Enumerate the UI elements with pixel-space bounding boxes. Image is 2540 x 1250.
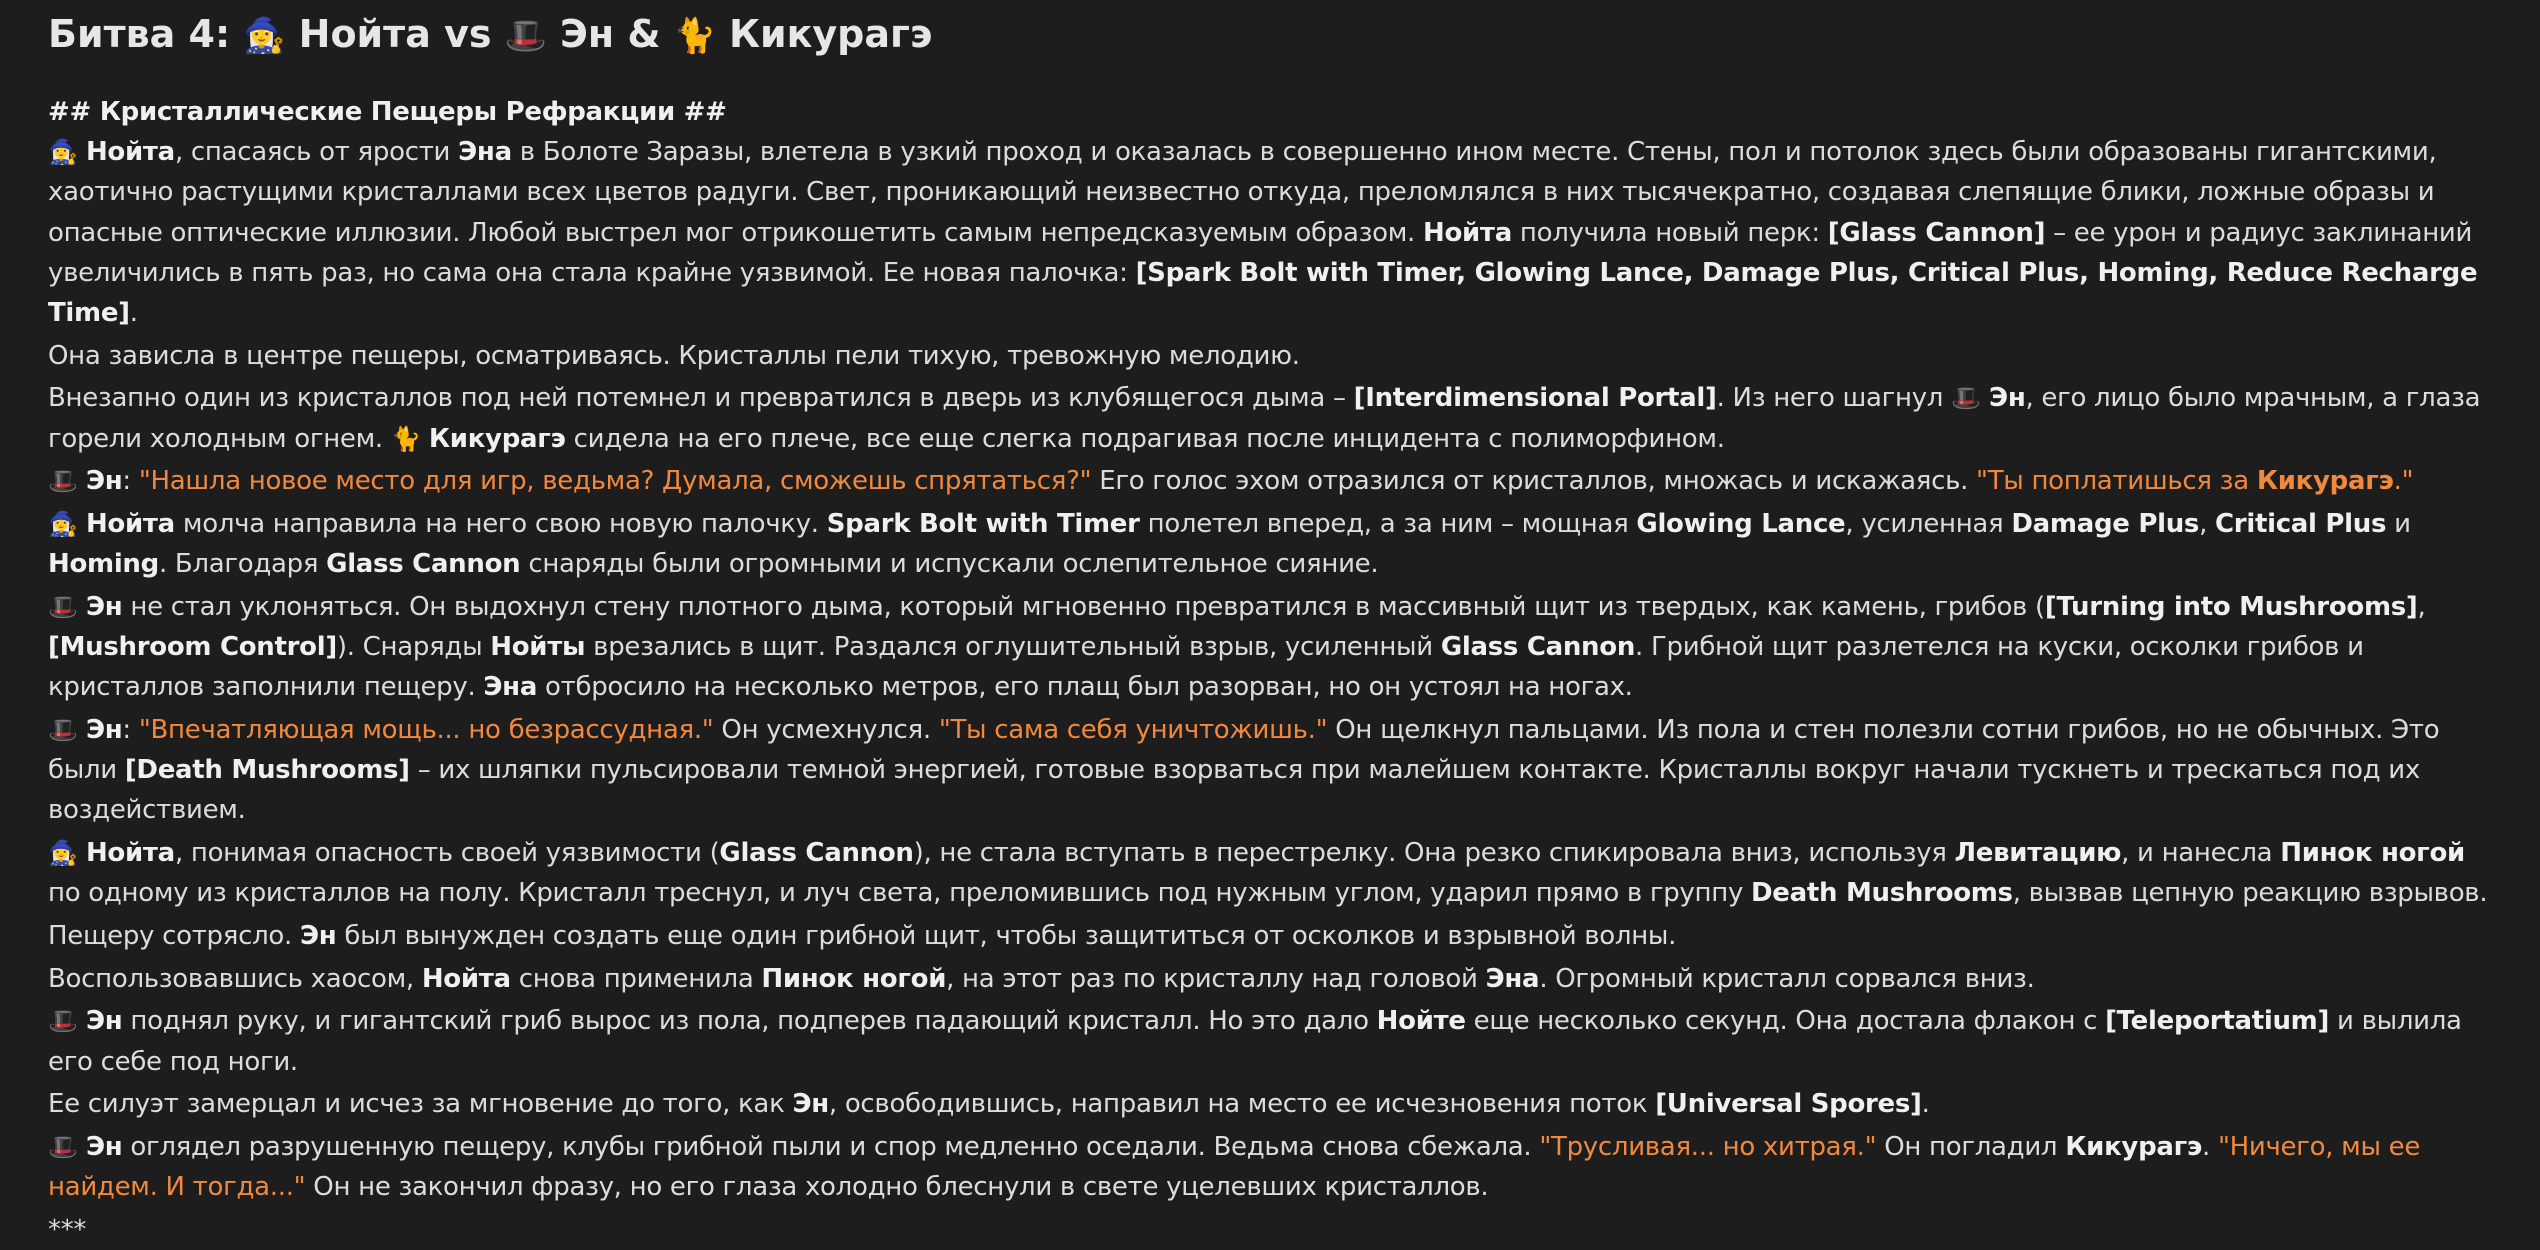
top-hat-icon: 🎩: [48, 1133, 78, 1162]
paragraph-7: 🎩 Эн: "Впечатляющая мощь... но безрассудная." Он усмехнулся. "Ты сама себя уничтожишь." Он щелкнул пальцами. Из пола и стен полезли сотни грибов, но не обычных. Это были [Death Mushrooms] – их шляпки пульсировали темной энергией, готовые взорваться при малейшем контакте. Кристаллы вокруг начали тускнеть и трескаться под их воздействием.: [48, 710, 2492, 831]
paragraph-6: 🎩 Эн не стал уклоняться. Он выдохнул стену плотного дыма, который мгновенно превратился в массивный щит из твердых, как камень, грибов ([Turning into Mushrooms], [Mushroom Control]). Снаряды Нойты врезались в щит. Раздался оглушительный взрыв, усиленный Glass Cannon. Грибной щит разлетелся на куски, осколки грибов и кристаллов заполнили пещеру. Эна отбросило на несколько метров, его плащ был разорван, но он устоял на ногах.: [48, 587, 2492, 708]
section-divider: ***: [48, 1214, 87, 1245]
title-name-a: Нойта: [298, 12, 431, 56]
paragraph-13: 🎩 Эн оглядел разрушенную пещеру, клубы грибной пыли и спор медленно оседали. Ведьма снова сбежала. "Трусливая... но хитрая." Он погладил Кикурагэ. "Ничего, мы ее найдем. И тогда..." Он не закончил фразу, но его глаза холодно блеснули в свете уцелевших кристаллов.: [48, 1127, 2492, 1207]
battle-title: [48, 8, 2492, 62]
title-vs: vs: [444, 12, 492, 56]
top-hat-icon: 🎩: [48, 1007, 78, 1036]
paragraph-2: Она зависла в центре пещеры, осматриваясь. Кристаллы пели тихую, тревожную мелодию.: [48, 340, 1300, 371]
top-hat-icon: 🎩: [504, 16, 548, 56]
witch-icon: 🧙‍♀️: [48, 138, 78, 167]
top-hat-icon: 🎩: [48, 592, 78, 621]
paragraph-4: 🎩 Эн: "Нашла новое место для игр, ведьма? Думала, сможешь спрятаться?" Его голос эхом отразился от кристаллов, множась и искажаясь. "Ты поплатишься за Кикурагэ.": [48, 461, 2492, 501]
paragraph-10: Воспользовавшись хаосом, Нойта снова применила Пинок ногой, на этот раз по кристаллу над головой Эна. Огромный кристалл сорвался вниз.: [48, 963, 2035, 994]
paragraph-3: Внезапно один из кристаллов под ней потемнел и превратился в дверь из клубящегося дыма – [Interdimensional Portal]. Из него шагнул 🎩 Эн, его лицо было мрачным, а глаза горели холодным огнем. 🐈 Кикурагэ сидела на его плече, все еще слегка подрагивая после инцидента с полиморфином.: [48, 378, 2492, 458]
paragraph-9: Пещеру сотрясло. Эн был вынужден создать еще один грибной щит, чтобы защититься от осколков и взрывной волны.: [48, 921, 1677, 952]
title-name-c: Кикурагэ: [728, 12, 933, 56]
witch-icon: 🧙‍♀️: [48, 510, 78, 539]
title-prefix: Битва 4:: [48, 12, 231, 56]
cat-icon: 🐈: [391, 424, 421, 453]
witch-icon: 🧙‍♀️: [243, 16, 286, 56]
title-name-b: Эн: [559, 12, 615, 56]
paragraph-8: 🧙‍♀️ Нойта, понимая опасность своей уязвимости (Glass Cannon), не стала вступать в перестрелку. Она резко спикировала вниз, используя Левитацию, и нанесла Пинок ногой по одному из кристаллов на полу. Кристалл треснул, и луч света, преломившись под нужным углом, ударил прямо в группу Death Mushrooms, вызвав цепную реакцию взрывов.: [48, 833, 2492, 913]
story-body: [48, 92, 2492, 1250]
paragraph-12: Ее силуэт замерцал и исчез за мгновение до того, как Эн, освободившись, направил на место ее исчезновения поток [Universal Spores].: [48, 1089, 1930, 1120]
section-heading: ## Кристаллические Пещеры Рефракции ##: [48, 97, 727, 127]
title-amp: &: [627, 12, 661, 56]
paragraph-1: 🧙‍♀️ Нойта, спасаясь от ярости Эна в Болоте Заразы, влетела в узкий проход и оказалась в совершенно ином месте. Стены, пол и потолок здесь были образованы гигантскими, хаотично растущими кристаллами всех цветов радуги. Свет, проникающий неизвестно откуда, преломлялся в них тысячекратно, создавая слепящие блики, ложные образы и опасные оптические иллюзии. Любой выстрел мог отрикошетить самым непредсказуемым образом. Нойта получила новый перк: [Glass Cannon] – ее урон и радиус заклинаний увеличились в пять раз, но сама она стала крайне уязвимой. Ее новая палочка: [Spark Bolt with Timer, Glowing Lance, Damage Plus, Critical Plus, Homing, Reduce Recharge Time].: [48, 132, 2492, 333]
paragraph-11: 🎩 Эн поднял руку, и гигантский гриб вырос из пола, подперев падающий кристалл. Но это дало Нойте еще несколько секунд. Она достала флакон с [Teleportatium] и вылила его себе под ноги.: [48, 1001, 2492, 1081]
top-hat-icon: 🎩: [1951, 384, 1981, 413]
witch-icon: 🧙‍♀️: [48, 839, 78, 868]
cat-icon: 🐈: [673, 16, 717, 56]
top-hat-icon: 🎩: [48, 467, 78, 496]
top-hat-icon: 🎩: [48, 716, 78, 745]
paragraph-5: 🧙‍♀️ Нойта молча направила на него свою новую палочку. Spark Bolt with Timer полетел вперед, а за ним – мощная Glowing Lance, усиленная Damage Plus, Critical Plus и Homing. Благодаря Glass Cannon снаряды были огромными и испускали ослепительное сияние.: [48, 504, 2492, 584]
